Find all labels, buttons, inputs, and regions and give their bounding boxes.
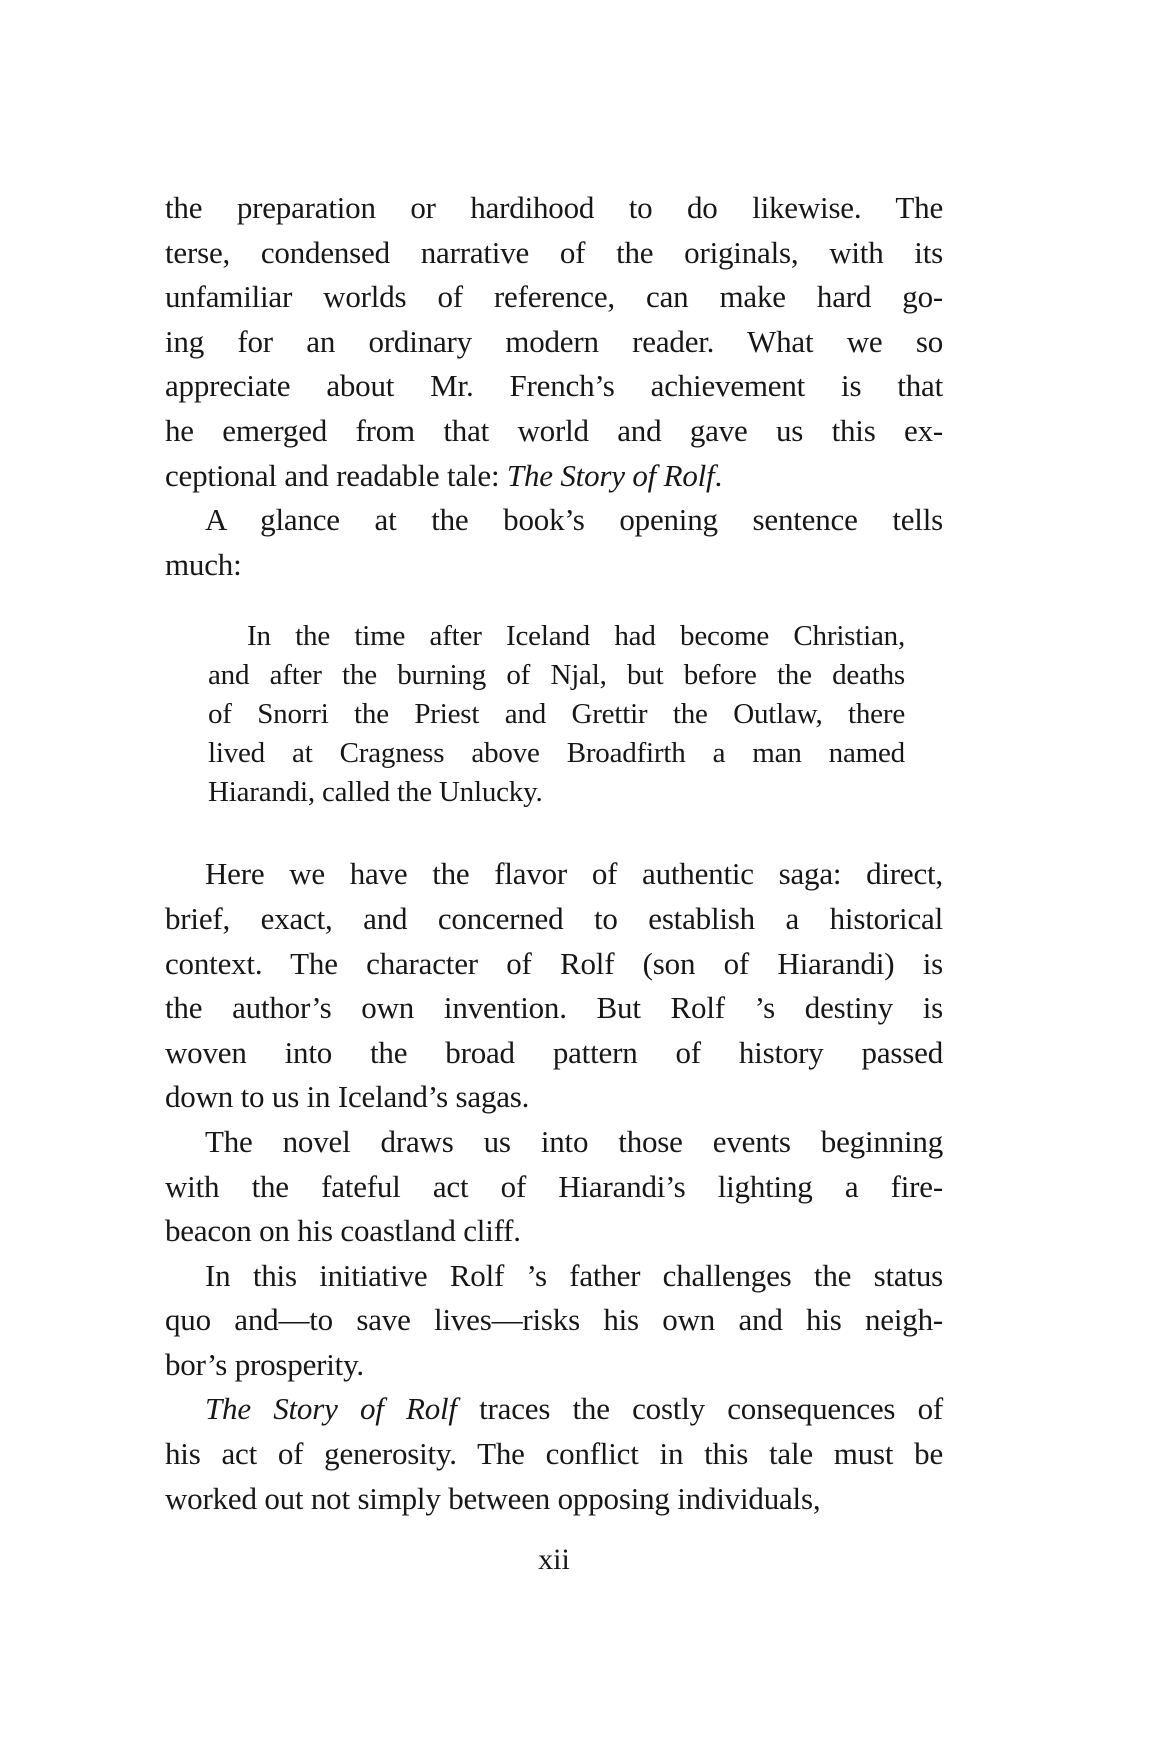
text-segment: Here we have the flavor of authentic saga: direct, — [205, 856, 943, 892]
text-line — [165, 1165, 943, 1210]
paragraph — [165, 498, 943, 587]
text-line — [208, 695, 905, 734]
text-segment: of Snorri the Priest and Grettir the Outlaw, there — [208, 698, 905, 731]
text-segment: worked out not simply between opposing individuals, — [165, 1480, 821, 1516]
text-line — [165, 1477, 943, 1522]
text-segment: ceptional and readable tale: — [165, 457, 507, 493]
paragraph — [165, 852, 943, 1120]
text-segment: beacon on his coastland cliff. — [165, 1213, 521, 1249]
book-title-italic: The Story of Rolf — [205, 1391, 457, 1427]
text-line — [165, 986, 943, 1031]
text-line — [208, 617, 905, 656]
text-line — [165, 186, 943, 231]
text-line — [208, 773, 905, 812]
text-segment: the preparation or hardihood to do likewise. The — [165, 190, 943, 225]
block-quote — [208, 617, 905, 812]
text-line — [165, 1209, 943, 1254]
text-segment: much: — [165, 546, 242, 582]
text-segment: lived at Cragness above Broadfirth a man named — [208, 737, 905, 770]
text-segment: quo and—to save lives—risks his own and his neigh- — [165, 1302, 943, 1338]
book-title-italic: The Story of Rolf — [506, 457, 715, 493]
text-segment: traces the costly consequences of — [456, 1391, 943, 1427]
paragraph — [165, 186, 943, 498]
paragraph — [165, 1254, 943, 1388]
text-segment: ing for an ordinary modern reader. What we so — [165, 323, 943, 359]
text-segment: the author’s own invention. But Rolf ’s destiny is — [165, 990, 943, 1026]
text-line — [165, 1298, 943, 1343]
paragraph — [165, 1387, 943, 1521]
text-segment: In the time after Iceland had become Christian, — [247, 620, 905, 653]
text-segment: terse, condensed narrative of the originals, with its — [165, 234, 943, 270]
text-line — [165, 498, 943, 543]
text-segment: with the fateful act of Hiarandi’s lighting a fire- — [165, 1168, 943, 1204]
text-line — [165, 942, 943, 987]
text-segment: he emerged from that world and gave us this ex- — [165, 412, 943, 448]
text-segment: Hiarandi, called the Unlucky. — [208, 776, 543, 809]
text-line — [165, 1254, 943, 1299]
text-segment: In this initiative Rolf ’s father challenges the status — [205, 1257, 943, 1293]
text-line — [165, 1120, 943, 1165]
text-line — [165, 275, 943, 320]
text-line — [165, 409, 943, 454]
page-number: xii — [538, 1543, 570, 1577]
text-segment: appreciate about Mr. French’s achievement is that — [165, 368, 943, 404]
text-line — [165, 1432, 943, 1477]
text-line — [165, 364, 943, 409]
text-segment: and after the burning of Njal, but before the deaths — [208, 659, 905, 692]
text-segment: context. The character of Rolf (son of Hiarandi) is — [165, 945, 943, 981]
text-line — [165, 320, 943, 365]
text-segment: brief, exact, and concerned to establish a historical — [165, 900, 943, 936]
text-segment: down to us in Iceland’s sagas. — [165, 1079, 530, 1115]
paragraphs — [165, 186, 943, 1521]
text-segment: . — [714, 457, 723, 493]
text-segment: The novel draws us into those events beginning — [205, 1123, 943, 1159]
text-block — [165, 186, 943, 1580]
text-line — [165, 543, 943, 588]
text-line — [208, 656, 905, 695]
text-line — [165, 231, 943, 276]
text-segment: his act of generosity. The conflict in this tale must be — [165, 1436, 943, 1472]
text-segment: bor’s prosperity. — [165, 1346, 364, 1382]
paragraph — [165, 1120, 943, 1254]
text-line — [165, 897, 943, 942]
text-segment: unfamiliar worlds of reference, can make hard go- — [165, 279, 943, 315]
text-line — [165, 1387, 943, 1432]
text-line — [165, 1075, 943, 1120]
text-segment: woven into the broad pattern of history passed — [165, 1034, 943, 1070]
text-line — [165, 1031, 943, 1076]
text-line — [165, 852, 943, 897]
text-segment: A glance at the book’s opening sentence tells — [205, 502, 943, 538]
text-line — [165, 1343, 943, 1388]
text-line — [208, 734, 905, 773]
text-line — [165, 454, 943, 499]
